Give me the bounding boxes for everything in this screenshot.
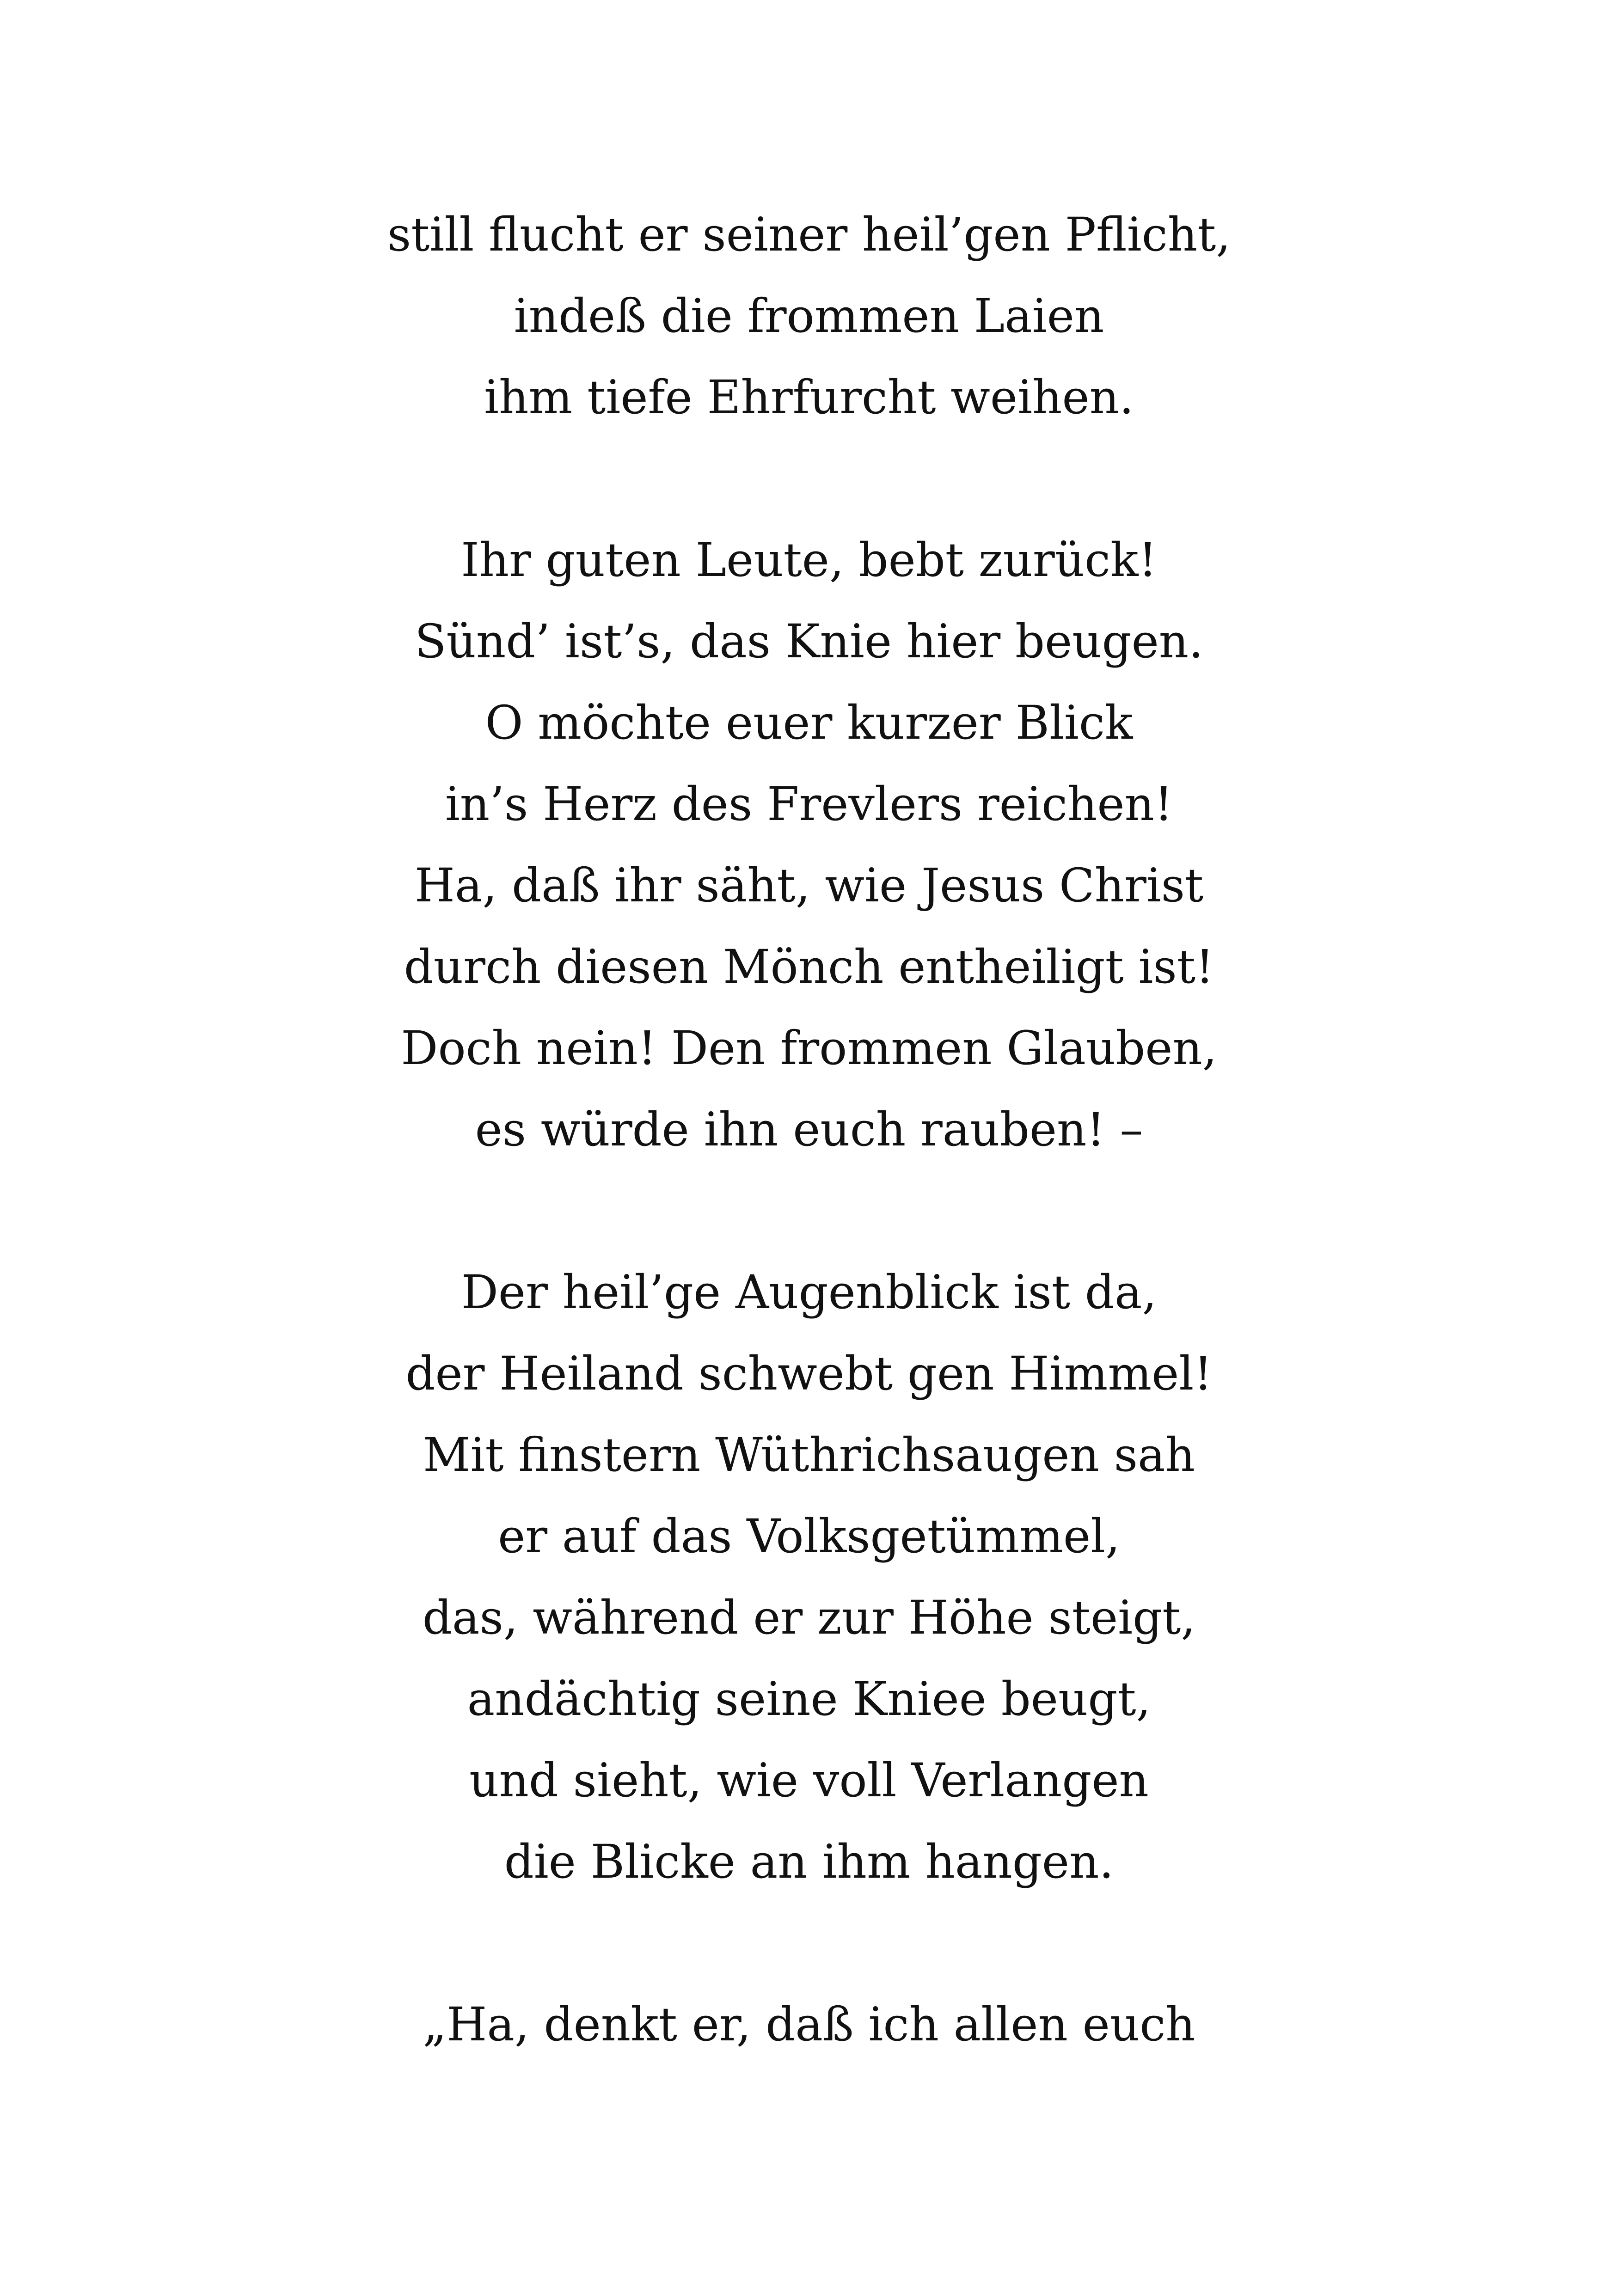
- poem-line: durch diesen Mönch entheiligt ist!: [404, 940, 1214, 994]
- poem-line: es würde ihn euch rauben! –: [475, 1102, 1143, 1157]
- poem-line: er auf das Volksgetümmel,: [498, 1509, 1120, 1563]
- poem-line: der Heiland schwebt gen Himmel!: [405, 1347, 1213, 1401]
- stanza-1: [0, 194, 1618, 438]
- poem-text: [0, 194, 1618, 2065]
- stanza-divider: [0, 438, 1618, 520]
- poem-line: und sieht, wie voll Verlangen: [469, 1753, 1149, 1807]
- poem-line: indeß die frommen Laien: [514, 289, 1104, 343]
- poem-line: Sünd’ ist’s, das Knie hier beugen.: [414, 614, 1203, 668]
- poem-line: Ihr guten Leute, bebt zurück!: [461, 533, 1157, 587]
- stanza-divider: [0, 1903, 1618, 1984]
- poem-line: in’s Herz des Frevlers reichen!: [445, 777, 1173, 831]
- poem-line: Der heil’ge Augenblick ist da,: [461, 1265, 1157, 1319]
- poem-line: Mit finstern Wüthrichsaugen sah: [423, 1428, 1195, 1482]
- stanza-divider: [0, 1170, 1618, 1252]
- poem-line: Ha, daß ihr säht, wie Jesus Christ: [414, 858, 1204, 912]
- poem-line: „Ha, denkt er, daß ich allen euch: [423, 1997, 1195, 2051]
- poem-line: das, während er zur Höhe steigt,: [422, 1591, 1196, 1645]
- stanza-2: [0, 520, 1618, 1170]
- poem-line: O möchte euer kurzer Blick: [485, 696, 1133, 750]
- poem-line: Doch nein! Den frommen Glauben,: [401, 1021, 1217, 1075]
- poem-line: andächtig seine Kniee beugt,: [467, 1672, 1151, 1726]
- poem-line: still flucht er seiner heil’gen Pflicht,: [387, 208, 1231, 262]
- stanza-3: [0, 1252, 1618, 1903]
- poem-line: ihm tiefe Ehrfurcht weihen.: [484, 370, 1134, 424]
- poem-line: die Blicke an ihm hangen.: [504, 1835, 1114, 1889]
- stanza-4: [0, 1984, 1618, 2065]
